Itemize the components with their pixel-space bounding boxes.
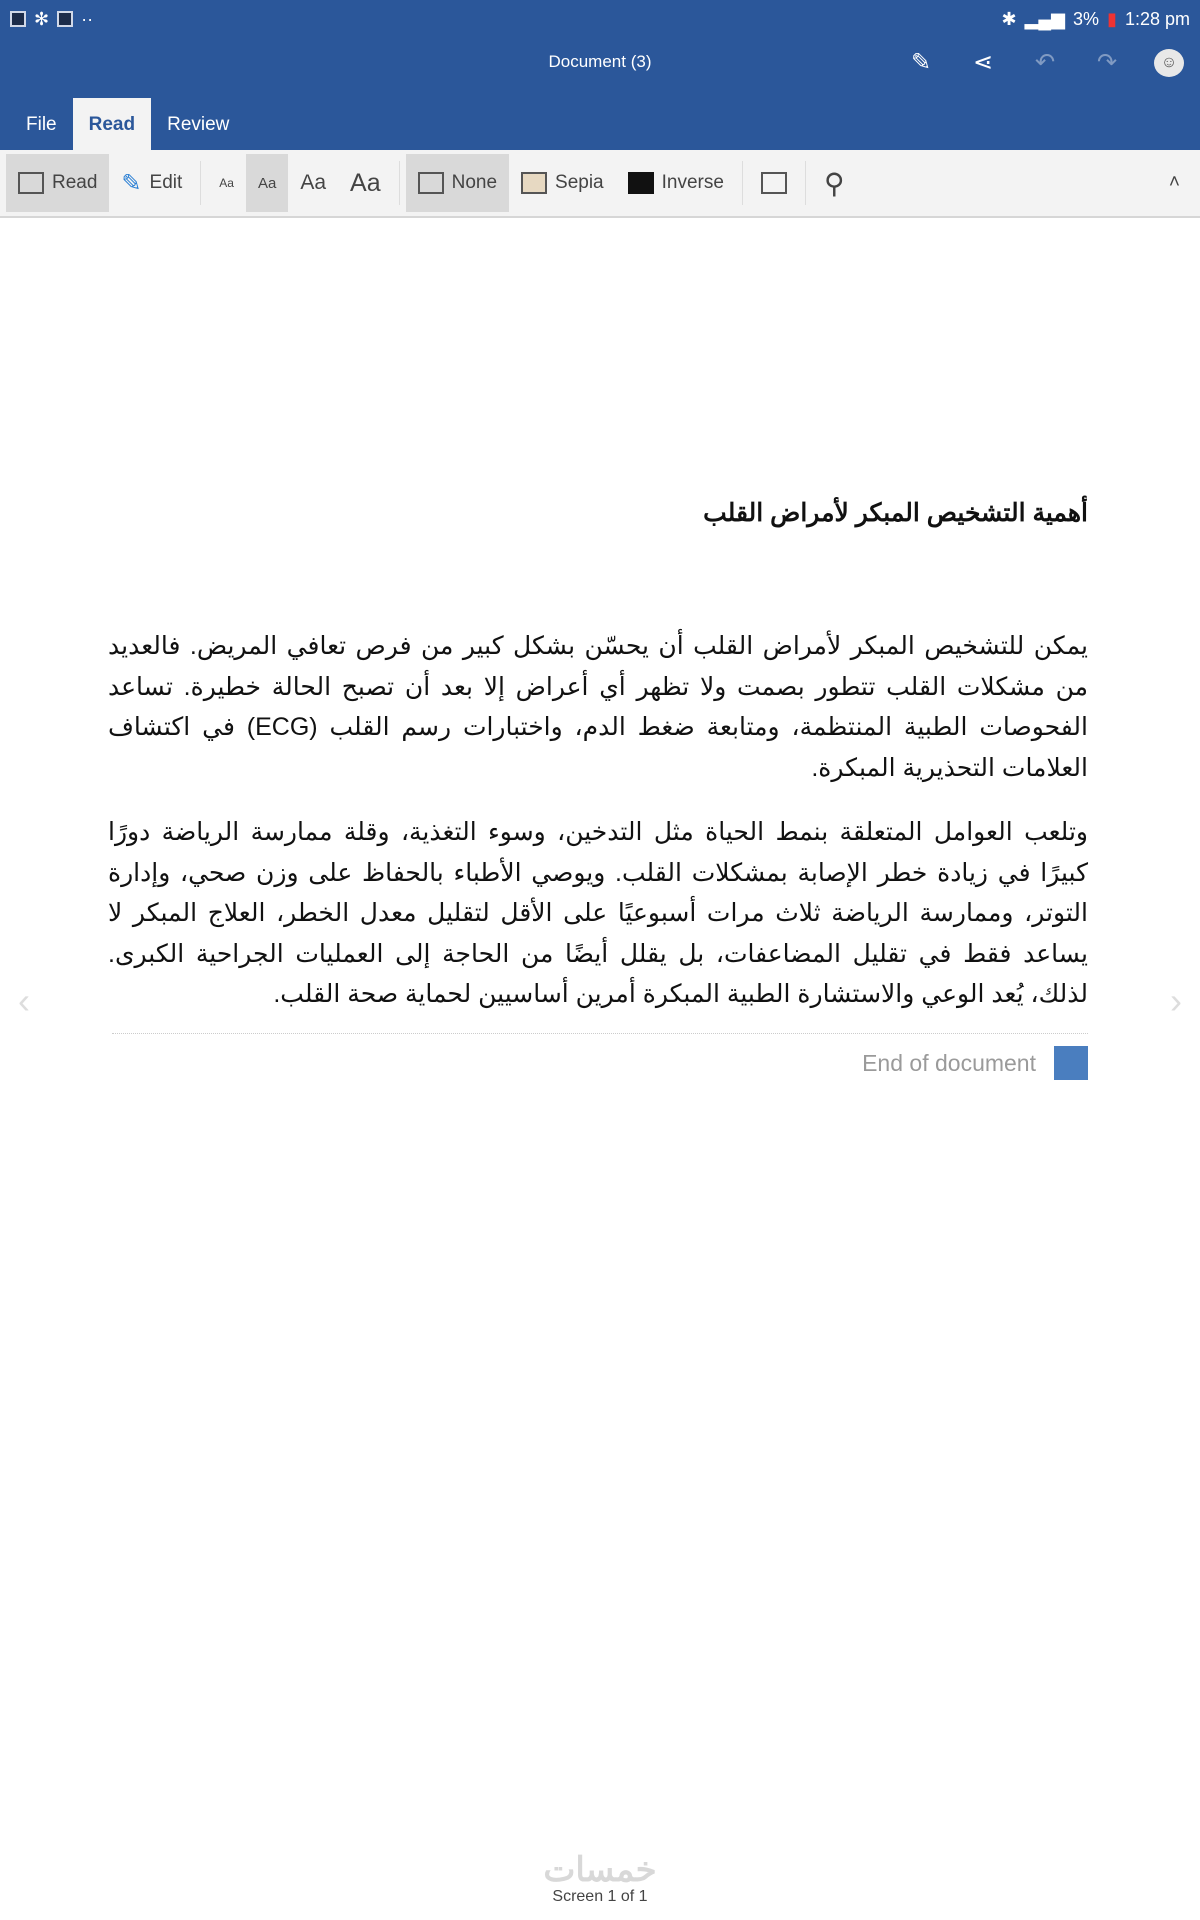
- read-label: Read: [52, 172, 98, 193]
- sepia-label: Sepia: [555, 172, 604, 193]
- redo-icon[interactable]: ↷: [1096, 49, 1118, 76]
- divider: [200, 161, 201, 205]
- undo-icon[interactable]: ↶: [1034, 49, 1056, 76]
- paragraph-1: يمكن للتشخيص المبكر لأمراض القلب أن يحسّن بشكل كبير من فرص تعافي المريض. فالعديد من مشكلات القلب تتطور بصمت ولا تظهر أي أعراض إلا بعد أن تصبح الحالة خطيرة. تساعد الفحوصات الطبية المنتظمة، ومتابعة ضغط الدم، واختبارات رسم القلب (ECG) في اكتشاف العلامات التحذيرية المبكرة.: [108, 632, 1088, 782]
- share-icon[interactable]: ⋖: [972, 49, 994, 76]
- tab-file[interactable]: File: [26, 114, 57, 135]
- font-size-large[interactable]: [338, 154, 393, 212]
- inverse-label: Inverse: [661, 172, 724, 193]
- tab-read[interactable]: Read: [73, 98, 151, 150]
- paragraph-2: وتلعب العوامل المتعلقة بنمط الحياة مثل التدخين، وسوء التغذية، وقلة ممارسة الرياضة دورًا كبيرًا في زيادة خطر الإصابة بمشكلات القلب. ويوصي الأطباء بالحفاظ على وزن صحي، وإدارة التوتر، وممارسة الرياضة ثلاث مرات أسبوعيًا على الأقل لتقليل معدل الخطر، العلاج المبكر لا يساعد فقط في تقليل المضاعفات، بل يقلل أيضًا من الحاجة إلى العمليات الجراحية الكبرى. لذلك، يُعد الوعي والاستشارة الطبية المبكرة أمرين أساسيين لحماية صحة القلب.: [108, 818, 1088, 1008]
- edit-document-icon[interactable]: ✎: [910, 49, 932, 76]
- column-layout-button[interactable]: [749, 154, 799, 212]
- aa-label: Aa: [219, 176, 234, 190]
- color-sepia-button[interactable]: [509, 154, 616, 212]
- pencil-icon: ✎: [121, 169, 142, 197]
- watermark-logo: خمسات: [543, 1851, 657, 1889]
- sepia-page-icon: [521, 172, 547, 194]
- divider: [805, 161, 806, 205]
- aa-label: Aa: [257, 174, 277, 192]
- none-label: None: [451, 172, 498, 193]
- end-marker-icon: [1054, 1046, 1088, 1080]
- font-size-medium[interactable]: [288, 154, 338, 212]
- divider: [399, 161, 400, 205]
- end-label: End of document: [862, 1049, 1036, 1076]
- edit-mode-button[interactable]: [109, 154, 194, 212]
- aa-label: Aa: [350, 168, 381, 197]
- document-heading: أهمية التشخيص المبكر لأمراض القلب: [703, 499, 1088, 527]
- divider: [742, 161, 743, 205]
- columns-icon: [761, 172, 787, 194]
- app-header: [0, 0, 1200, 150]
- tab-review[interactable]: Review: [167, 114, 230, 135]
- color-none-button[interactable]: [406, 154, 509, 212]
- gallery-icon: [10, 11, 26, 27]
- more-icon: ··: [81, 8, 94, 29]
- font-size-small[interactable]: [246, 154, 288, 212]
- inverse-page-icon: [628, 172, 654, 194]
- next-page-arrow-icon[interactable]: ›: [1170, 980, 1182, 1021]
- ribbon-toolbar: [0, 150, 1200, 218]
- end-divider: [112, 1033, 1088, 1034]
- edit-label: Edit: [149, 172, 183, 193]
- end-of-document: [862, 1046, 1088, 1080]
- status-bar: [10, 6, 1190, 32]
- app-icon: ✻: [34, 8, 50, 29]
- font-size-smallest[interactable]: [207, 154, 246, 212]
- document-title[interactable]: Document (3): [548, 52, 652, 71]
- clock: 1:28 pm: [1124, 8, 1190, 29]
- read-mode-button[interactable]: [6, 154, 109, 212]
- search-button[interactable]: [812, 154, 857, 212]
- chevron-up-icon: ˄: [1168, 172, 1180, 193]
- bluetooth-icon: ✱: [1001, 8, 1017, 29]
- flipboard-icon: [57, 11, 73, 27]
- collapse-ribbon-button[interactable]: [1157, 154, 1192, 212]
- page-icon: [418, 172, 444, 194]
- battery-text: 3%: [1073, 8, 1100, 29]
- color-inverse-button[interactable]: [616, 154, 736, 212]
- book-icon: [18, 172, 44, 194]
- screen-counter: Screen 1 of 1: [552, 1888, 648, 1905]
- signal-icon: ▂▄▆: [1024, 8, 1066, 29]
- search-icon: ⚲: [823, 167, 845, 199]
- account-avatar-icon[interactable]: ☺: [1154, 49, 1184, 77]
- aa-label: Aa: [300, 171, 327, 194]
- battery-icon: ▮: [1107, 8, 1117, 29]
- previous-page-arrow-icon[interactable]: ‹: [18, 980, 30, 1021]
